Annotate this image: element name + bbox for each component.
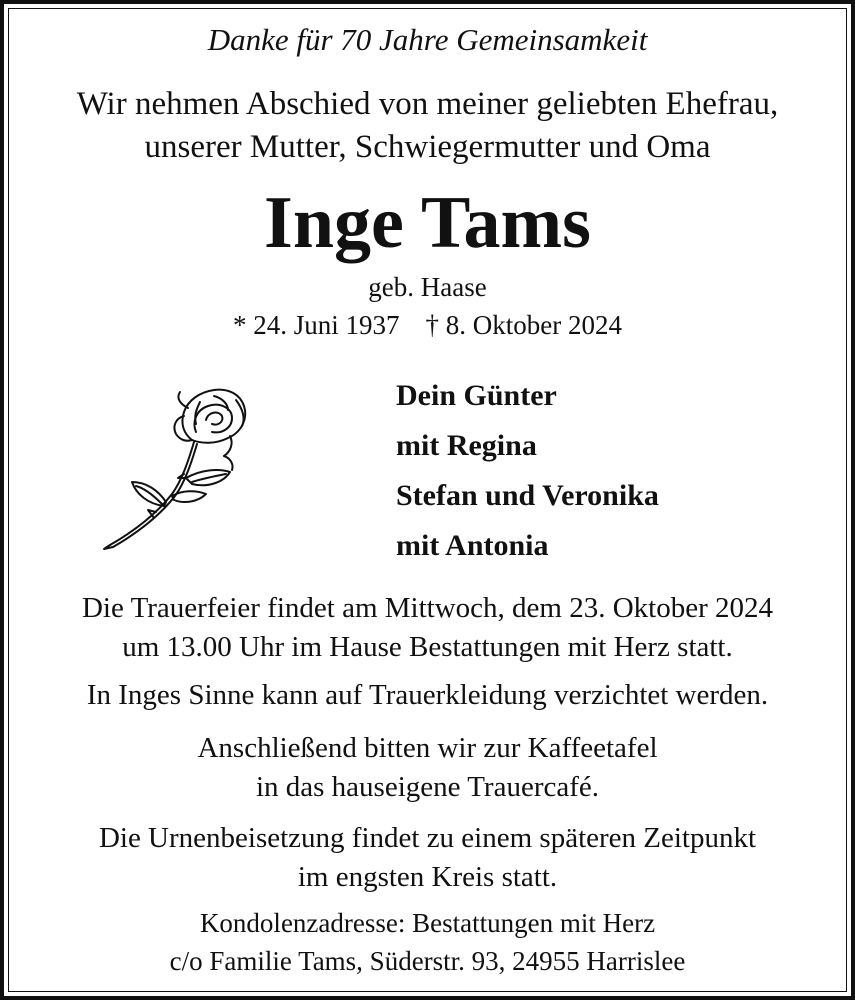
family-list [396,374,659,574]
birth-name: geb. Haase [368,272,487,302]
rose-icon [96,382,266,552]
coffee-line-2: in das hauseigene Trauercafé. [255,771,600,803]
birth-date: * 24. Juni 1937 [233,310,400,340]
condolence-address-line-1: Kondolenzadresse: Bestattungen mit Herz [199,908,656,938]
dress-note: In Inges Sinne kann auf Trauerkleidung verzichtet werden. [86,679,769,711]
family-member: mit Regina [396,429,537,462]
death-date: † 8. Oktober 2024 [425,310,622,340]
condolence-address-line-2: c/o Familie Tams, Süderstr. 93, 24955 Harrislee [169,946,686,976]
urn-line-2: im engsten Kreis statt. [297,861,558,893]
intro-line-2: unserer Mutter, Schwiegermutter und Oma [144,129,711,165]
family-member: mit Antonia [396,529,549,562]
deceased-name: Inge Tams [264,182,591,264]
family-member: Dein Günter [396,379,557,412]
ceremony-line-1: Die Trauerfeier findet am Mittwoch, dem 23. Oktober 2024 [81,592,773,624]
motto: Danke für 70 Jahre Gemeinsamkeit [207,22,648,57]
ceremony-line-2: um 13.00 Uhr im Hause Bestattungen mit Herz statt. [122,631,733,663]
urn-line-1: Die Urnenbeisetzung findet zu einem späteren Zeitpunkt [98,822,757,854]
life-dates [0,308,855,342]
family-member: Stefan und Veronika [396,479,659,512]
intro-line-1: Wir nehmen Abschied von meiner geliebten Ehefrau, [76,86,779,122]
coffee-line-1: Anschließend bitten wir zur Kaffeetafel [197,732,658,764]
